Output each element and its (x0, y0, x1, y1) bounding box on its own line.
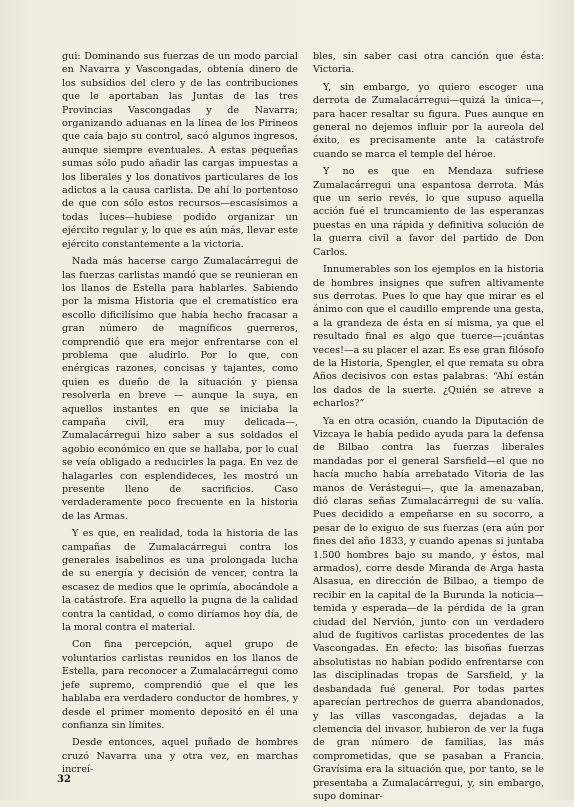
paragraph: Con fina percepción, aquel grupo de voluntarios carlistas reunidos en los llanos de Estella, para reconocer a Zumalacárregui como jefe supremo, comprendió que el que les hablaba era verdadero conductor de hombres, y desde el primer momento depositó en él una confianza sin límites. (62, 639, 298, 731)
page-number: 32 (57, 774, 71, 785)
paragraph: Nada más hacerse cargo Zumalacárregui de las fuerzas carlistas mandó que se reunieran en los llanos de Estella para hablarles. Sabiendo por la misma Historia que el crematístico era escollo dificilísimo que había hecho fracasar a gran número de magníficos guerreros, comprendió que era mejor enfrentarse con el problema que aludirlo. Por lo que, con enérgicas razones, concisas y tajantes, como quien es dueño de la situación y piensa resolverla en breve — aunque la suya, en aquellos instantes en que se iniciaba la campaña civil, era muy delicada—, Zumalacárregui hizo saber a sus soldados el agobio económico en que se hallaba, por lo cual se veía obligado a reducirles la paga. En vez de halagarles con esplendideces, les mostró un presente lleno de sacrificios. Caso verdaderamente poco frecuente en la historia de las Armas. (62, 256, 298, 522)
paragraph: Ya en otra ocasión, cuando la Diputación de Vizcaya le había pedido ayuda para la defensa de Bilbao contra las fuerzas liberales mandadas por el general Sarsfield—el que no hacía mucho había arrebatado Vitoria de las manos de Verástegui—, que la amenazaban, dió claras señas Zumalacárregui de su valía. Pues decidido a empeñarse en su socorro, a pesar de lo exiguo de sus fuerzas (era aún por fines del año 1833, y cuando apenas si juntaba 1.500 hombres bajo su mando, y éstos, mal armados), corre desde Miranda de Arga hasta Alsasua, en dirección de Bilbao, a tiempo de recibir en la capital de la Burunda la noticia—temida y esperada—de la pérdida de la gran ciudad del Nervión, junto con un verdadero alud de fugitivos carlistas procedentes de las Vascongadas. En efecto; las bisoñas fuerzas absolutistas no habían podido enfrentarse con las disciplinadas tropas de Sarsfield, y la desbandada fué general. Por todas partes aparecían pertrechos de guerra abandonados, y las villas vascongadas, dejadas a la clemencia del invasor, hubieron de ver la fuga de gran número de familias, las más comprometidas, que se pasaban a Francia. Gravísima era la situación que, por tanto, se le presentaba a Zumalacárregui, y, sin embargo, supo dominar- (313, 415, 544, 802)
right-column (313, 50, 544, 807)
paragraph: Desde entonces, aquel puñado de hombres cruzó Navarra una y otra vez, en marchas increí- (62, 737, 298, 776)
paragraph: bles, sin saber casi otra canción que ésta: Victoria. (313, 51, 544, 76)
paragraph: Y no es que en Mendaza sufriese Zumalacárregui una espantosa derrota. Más que un serio revés, lo que supuso aquella acción fué el truncamiento de las esperanzas puestas en una rápida y definitiva solución de la guerra civil a favor del partido de Don Carlos. (313, 166, 544, 258)
left-column (62, 50, 298, 781)
paragraph: gui: Dominando sus fuerzas de un modo parcial en Navarra y Vascongadas, obtenía dinero de los subsidios del clero y de las contribuciones que le aportaban las Juntas de las tres Provincias Vascongadas y de Navarra; organizando aduanas en la línea de los Pirineos que caía bajo su control, sacó algunos ingresos, aunque siempre eventuales. A estas pequeñas sumas sólo pudo añadir las cargas impuestas a los liberales y los donativos particulares de los adictos a la causa carlista. De ahí lo portentoso de que con sólo estos recursos—escasísimos a todas luces—hubiese podido organizar un ejército regular y, lo que es aún más, llevar este ejército constantemente a la victoria. (62, 51, 298, 250)
paragraph: Innumerables son los ejemplos en la historia de hombres insignes que sufren altivamente sus derrotas. Pues lo que hay que mirar es el ánimo con que el caudillo emprende una gesta, a la grandeza de ésta en sí misma, ya que el resultado final es algo que tuerce—¡cuántas veces!—a su placer el azar. Es ese gran filósofo de la Historia, Spengler, el que remata su obra Años decisivos con estas palabras: “Ahí están los dados de la suerte. ¿Quién se atreve a echarlos?” (313, 264, 544, 410)
paragraph: Y, sin embargo, yo quiero escoger una derrota de Zumalacárregui—quizá la única—, para hacer resaltar su figura. Pues aunque en general no dejemos influir por la aureola del éxito, es precisamente ante la catástrofe cuando se marca el temple del héroe. (313, 81, 544, 160)
paragraph: Y es que, en realidad, toda la historia de las campañas de Zumalacárregui contra los generales isabelinos es una prolongada lucha de su energía y decisión de vencer, contra la escasez de medios que le oprimía, abocándole a la catástrofe. Era aquello la pugna de la calidad contra la cantidad, o como diríamos hoy día, de la moral contra el material. (62, 528, 298, 634)
